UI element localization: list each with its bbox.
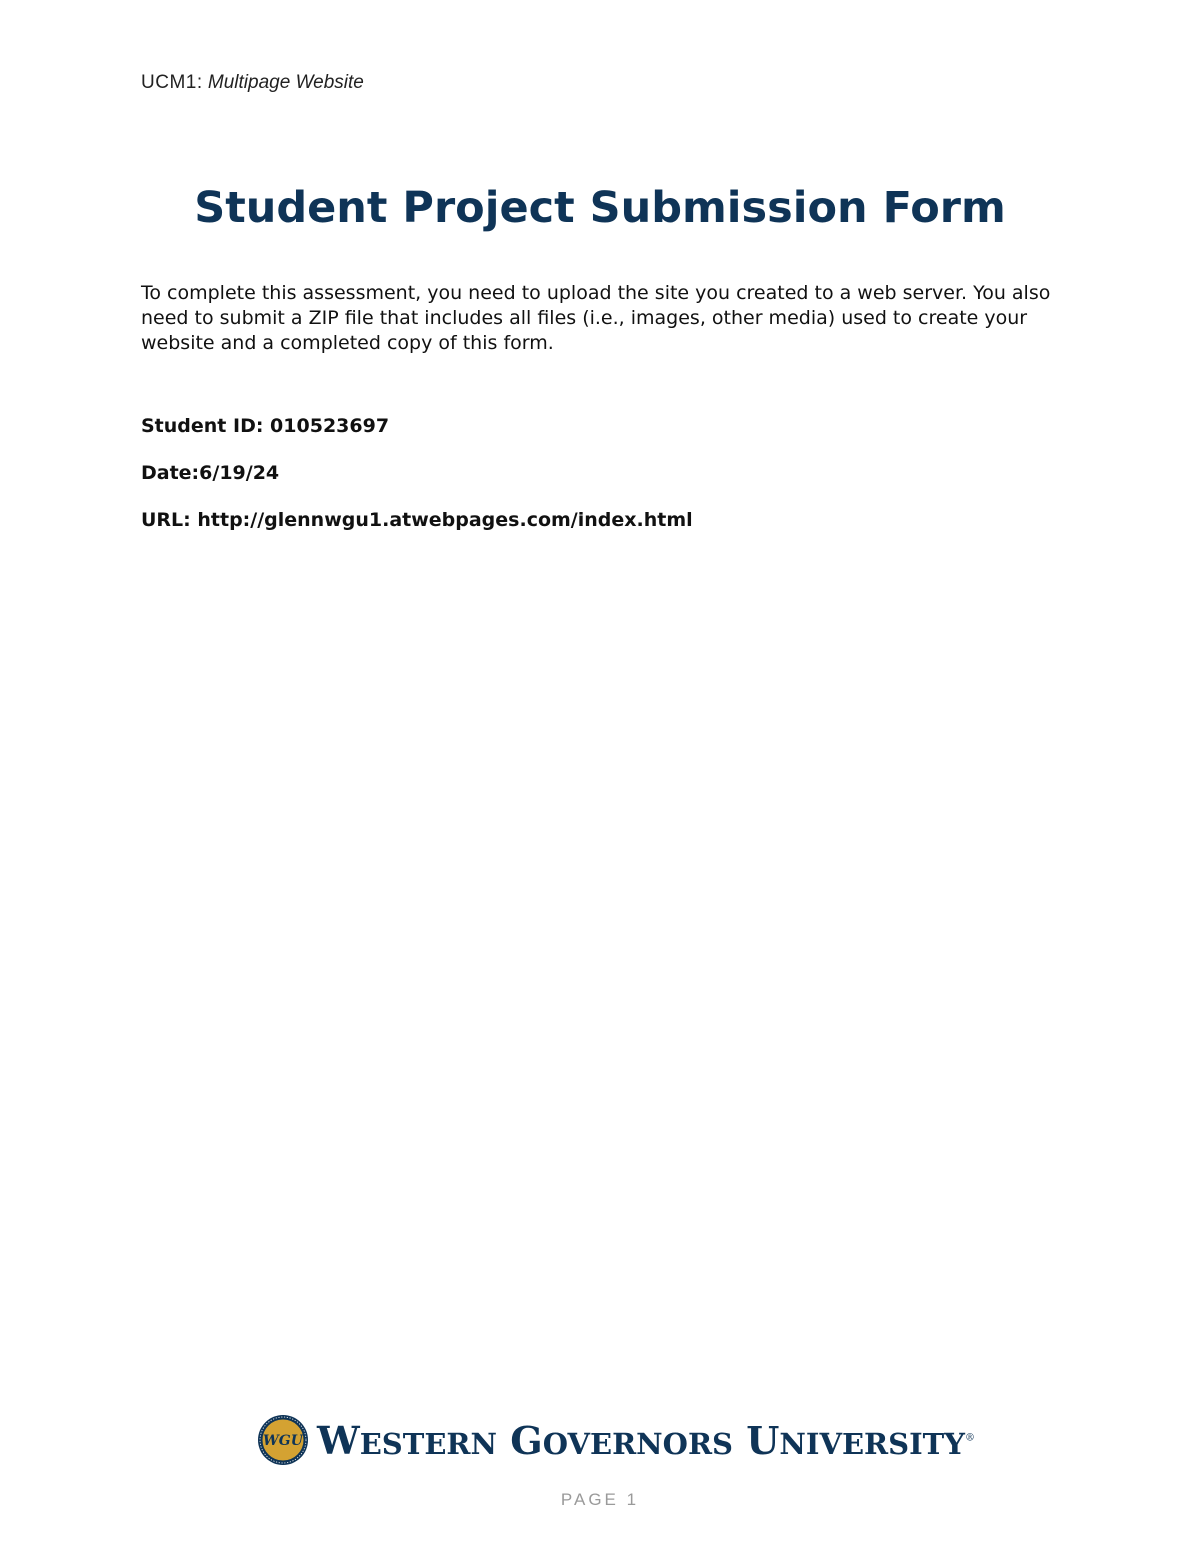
- wgu-logo: [257, 1412, 975, 1468]
- url-field: URL: http://glennwgu1.atwebpages.com/index.html: [141, 509, 693, 531]
- seal-monogram: WGU: [263, 1433, 303, 1449]
- document-header: [141, 72, 364, 94]
- course-code: UCM1:: [141, 72, 203, 93]
- course-title: Multipage Website: [207, 72, 364, 93]
- student-id-field: Student ID: 010523697: [141, 415, 390, 437]
- date-field: Date:6/19/24: [141, 462, 280, 484]
- page-title: Student Project Submission Form: [194, 183, 1006, 233]
- wgu-seal-icon: [257, 1414, 309, 1466]
- page-number: PAGE 1: [560, 1490, 640, 1509]
- intro-paragraph: To complete this assessment, you need to upload the site you created to a web server. You also need to submit a ZIP file that includes all files (i.e., images, other media) used to create your website and a completed copy of this form.: [141, 282, 1051, 354]
- wgu-wordmark: WESTERN GOVERNORS UNIVERSITY®: [317, 1417, 975, 1463]
